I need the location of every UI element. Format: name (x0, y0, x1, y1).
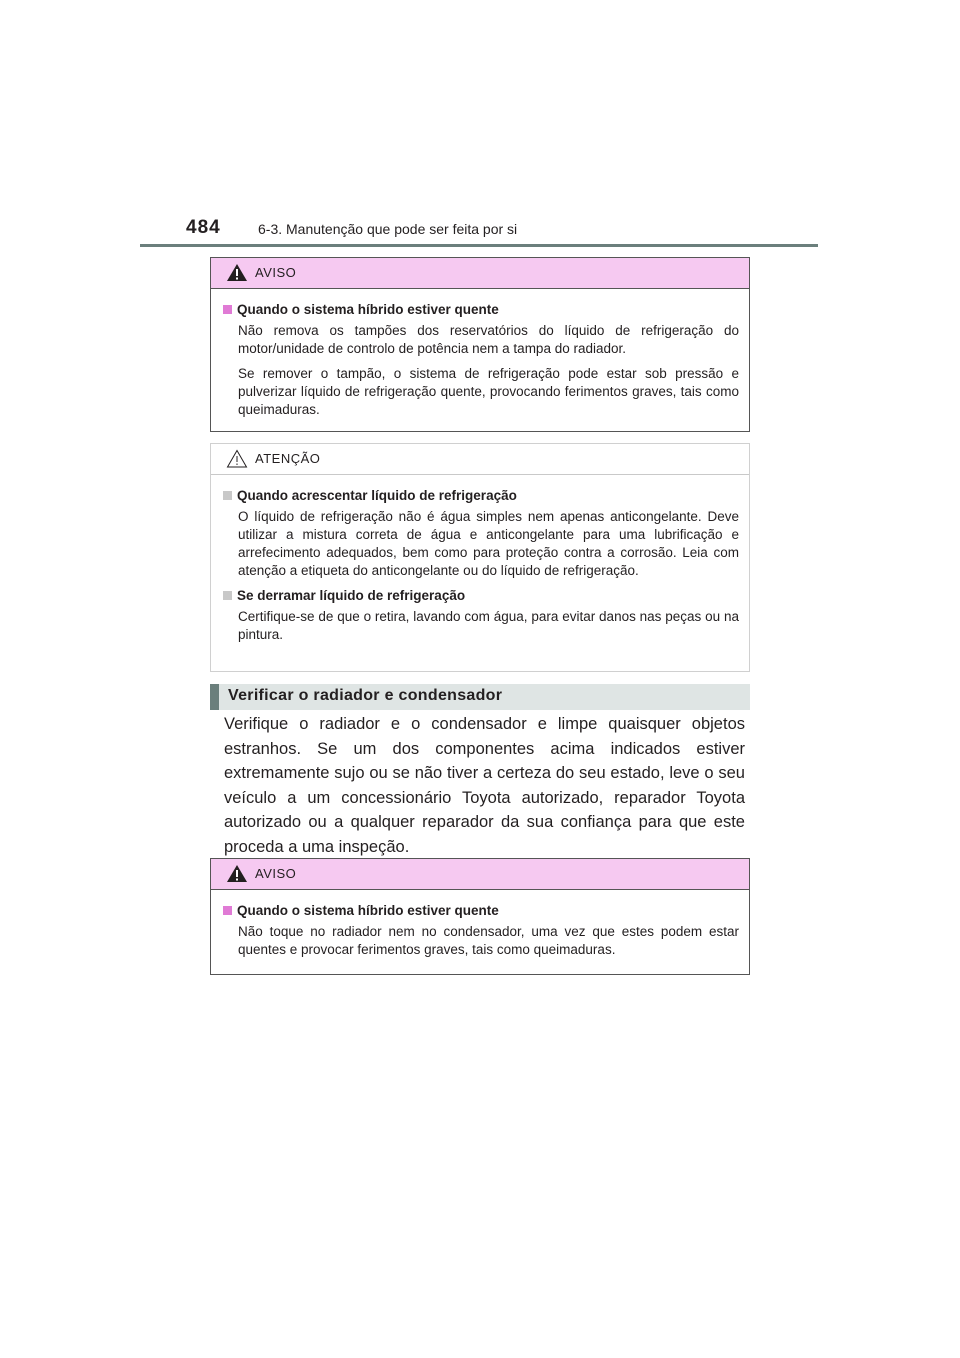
warning-box-header (211, 258, 749, 289)
warning-box-body (211, 289, 749, 429)
warning-label: AVISO (255, 265, 297, 280)
warning-triangle-filled-icon (226, 263, 248, 282)
header-rule (140, 244, 818, 247)
item-title: Quando acrescentar líquido de refrigeração (221, 487, 739, 505)
caution-box-atencao (210, 443, 750, 672)
warning-box-aviso-1 (210, 257, 750, 432)
item-paragraph: O líquido de refrigeração não é água simples nem apenas anticongelante. Deve utilizar a mistura correta de água e anticongelante para uma lubrificação e arrefecimento adequados, bem como para proteção contra a corrosão. Leia com atenção a etiqueta do anticongelante ou do líquido de refrigeração. (238, 509, 739, 578)
section-heading-text: Verificar o radiador e condensador (228, 687, 503, 704)
item-title: Quando o sistema híbrido estiver quente (221, 902, 739, 920)
body-paragraph: Verifique o radiador e o condensador e limpe quaisquer objetos estranhos. Se um dos componentes acima indicados estiver extremamente sujo ou se não tiver a certeza do seu estado, leve o seu veículo a um concessionário Toyota autorizado, reparador Toyota autorizado ou a qualquer reparador da sua confiança para que este proceda a uma inspeção. (224, 715, 745, 856)
warning-box-body (211, 890, 749, 969)
item-paragraph: Se remover o tampão, o sistema de refrigeração pode estar sob pressão e pulverizar líquido de refrigeração quente, provocando ferimentos graves, tais como queimaduras. (238, 366, 739, 417)
item-title: Se derramar líquido de refrigeração (221, 587, 739, 605)
caution-box-header (211, 444, 749, 475)
item-paragraph: Certifique-se de que o retira, lavando com água, para evitar danos nas peças ou na pintura. (238, 609, 739, 642)
bullet-square-icon (223, 305, 232, 314)
bullet-square-icon (223, 906, 232, 915)
caution-box-body (211, 475, 749, 654)
warning-box-header (211, 859, 749, 890)
item-paragraph: Não toque no radiador nem no condensador, uma vez que estes podem estar quentes e provocar ferimentos graves, tais como queimaduras. (238, 924, 739, 957)
caution-label: ATENÇÃO (255, 451, 321, 466)
warning-triangle-filled-icon (226, 864, 248, 883)
warning-label: AVISO (255, 866, 297, 881)
page-header (140, 215, 818, 247)
bullet-square-icon (223, 491, 232, 500)
bullet-square-icon (223, 591, 232, 600)
warning-triangle-outline-icon (226, 449, 248, 468)
page-number: 484 (186, 217, 221, 238)
warning-box-aviso-2 (210, 858, 750, 975)
item-title: Quando o sistema híbrido estiver quente (221, 301, 739, 319)
section-title: 6-3. Manutenção que pode ser feita por si (258, 221, 518, 237)
section-heading (210, 684, 750, 710)
item-paragraph: Não remova os tampões dos reservatórios do líquido de refrigeração do motor/unidade de controlo de potência nem a tampa do radiador. (238, 323, 739, 356)
